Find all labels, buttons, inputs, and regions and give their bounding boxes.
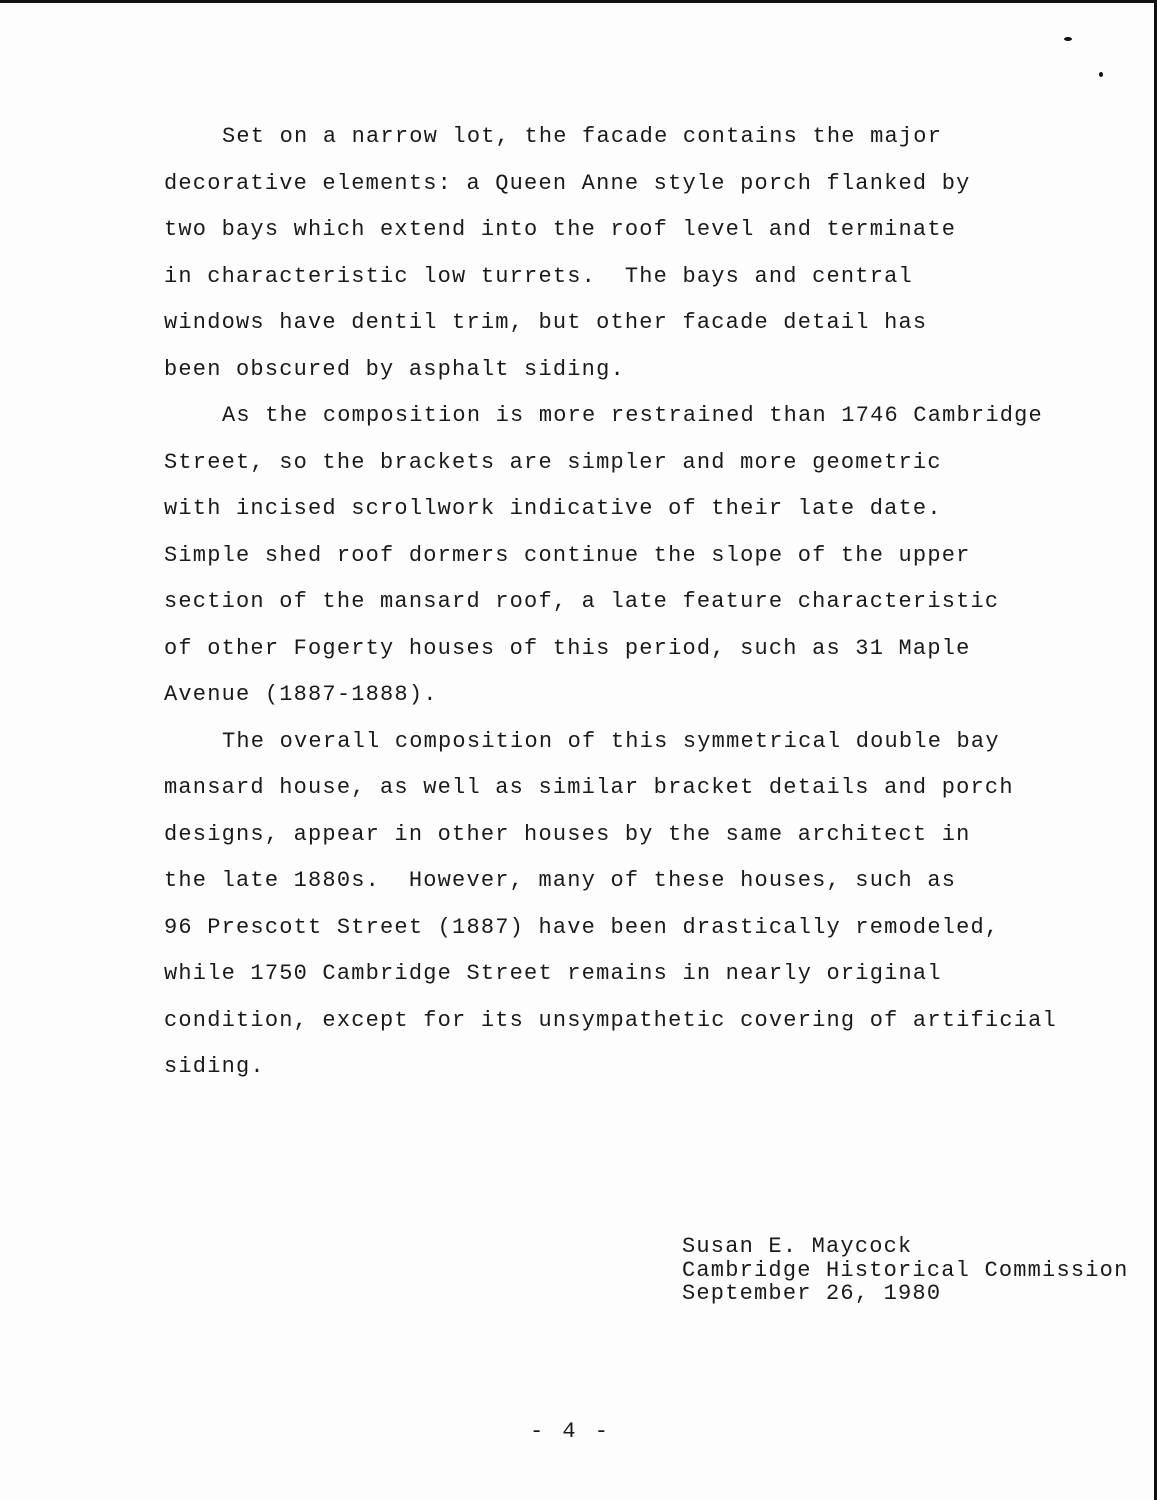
text-line: mansard house, as well as similar bracket details and porch bbox=[164, 775, 1014, 800]
text-line: Set on a narrow lot, the facade contains the major bbox=[222, 124, 943, 149]
text-line: designs, appear in other houses by the same architect in bbox=[164, 821, 971, 847]
scan-speck bbox=[1099, 72, 1103, 77]
text-line: 96 Prescott Street (1887) have been drastically remodeled, bbox=[164, 914, 1000, 940]
text-line: Avenue (1887-1888). bbox=[164, 682, 438, 707]
document-date: September 26, 1980 bbox=[682, 1281, 942, 1306]
paragraph-2 bbox=[164, 393, 1044, 719]
text-line: the late 1880s. However, many of these houses, such as bbox=[164, 868, 957, 893]
scan-top-edge bbox=[0, 0, 1157, 3]
signature-block bbox=[682, 1235, 1128, 1306]
body-text bbox=[164, 114, 1057, 1091]
text-line: The overall composition of this symmetrical double bay bbox=[222, 728, 1000, 754]
paragraph-1 bbox=[164, 114, 1044, 393]
text-line: Street, so the brackets are simpler and more geometric bbox=[164, 449, 942, 475]
text-line: siding. bbox=[164, 1054, 265, 1079]
text-line: As the composition is more restrained than 1746 Cambridge bbox=[222, 403, 1043, 428]
text-line: in characteristic low turrets. The bays and central bbox=[164, 263, 913, 289]
text-line: Simple shed roof dormers continue the slope of the upper bbox=[164, 542, 971, 568]
text-line: windows have dentil trim, but other facade detail has bbox=[164, 310, 928, 335]
text-line: condition, except for its unsympathetic covering of artificial bbox=[164, 1007, 1057, 1033]
text-line: with incised scrollwork indicative of their late date. bbox=[164, 496, 942, 521]
page-number: - 4 - bbox=[530, 1419, 612, 1444]
author-organization: Cambridge Historical Commission bbox=[682, 1257, 1129, 1283]
text-line: decorative elements: a Queen Anne style porch flanked by bbox=[164, 170, 971, 196]
text-line: section of the mansard roof, a late feature characteristic bbox=[164, 589, 1000, 614]
author-name: Susan E. Maycock bbox=[682, 1234, 913, 1259]
text-line: while 1750 Cambridge Street remains in nearly original bbox=[164, 961, 942, 986]
text-line: two bays which extend into the roof level and terminate bbox=[164, 217, 957, 242]
scan-speck bbox=[1064, 37, 1072, 41]
paragraph-3 bbox=[164, 719, 1057, 1091]
text-line: been obscured by asphalt siding. bbox=[164, 356, 625, 382]
text-line: of other Fogerty houses of this period, such as 31 Maple bbox=[164, 635, 971, 661]
